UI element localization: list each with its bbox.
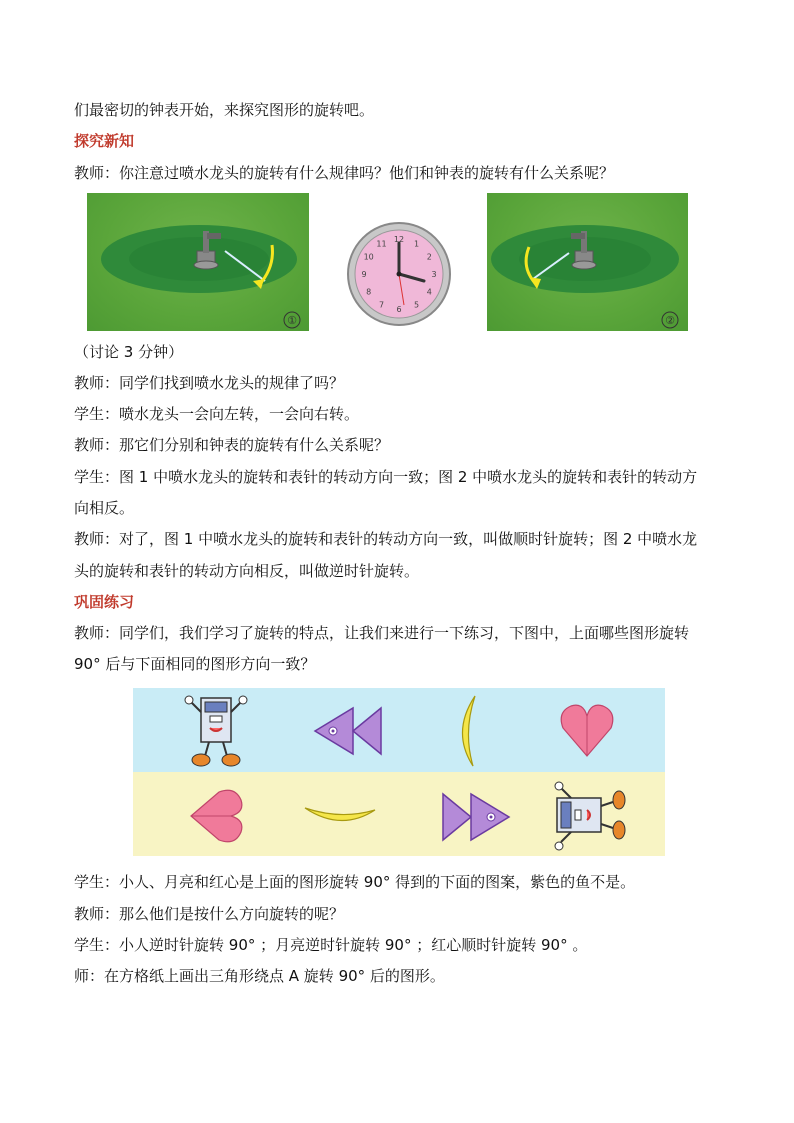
text-line: 头的旋转和表针的转动方向相反，叫做逆时针旋转。 [74, 562, 420, 580]
figure-label-1: ① [287, 314, 297, 327]
text-line: 90° 后与下面相同的图形方向一致？ [74, 655, 316, 673]
heart-icon [559, 700, 615, 760]
clock [346, 221, 452, 327]
text-line: 们最密切的钟表开始，来探究图形的旋转吧。 [74, 101, 375, 119]
clock-number: 4 [426, 287, 432, 297]
clock-number: 12 [393, 235, 405, 244]
text-line: 学生：图 1 中喷水龙头的旋转和表针的转动方向一致；图 2 中喷水龙头的旋转和表针的转动方 [74, 468, 698, 486]
text-line: 师：在方格纸上画出三角形绕点 A 旋转 90° 后的图形。 [74, 967, 445, 985]
sprinkler-figure-1 [87, 193, 309, 331]
clock-number: 5 [413, 300, 420, 310]
section-heading-explore: 探究新知 [74, 132, 135, 150]
text-line: 教师：同学们，我们学习了旋转的特点，让我们来进行一下练习，下图中，上面哪些图形旋转 [74, 624, 690, 642]
text-line: 教师：那它们分别和钟表的旋转有什么关系呢？ [74, 436, 390, 454]
fish-icon [309, 702, 385, 760]
clock-number: 9 [361, 270, 367, 279]
text-line: 教师：对了，图 1 中喷水龙头的旋转和表针的转动方向一致，叫做顺时针旋转；图 2 中喷水龙 [74, 530, 698, 548]
clock-number: 3 [431, 270, 437, 279]
fish-rotated-icon [439, 788, 515, 846]
text-line: （讨论 3 分钟） [74, 343, 184, 361]
clock-number: 11 [376, 239, 387, 249]
clock-number: 7 [378, 300, 385, 310]
clock-number: 10 [363, 252, 374, 262]
rotation-exercise-figure [133, 688, 665, 856]
clock-number: 6 [396, 305, 402, 314]
heart-rotated-icon [187, 788, 247, 844]
clock-number: 1 [413, 239, 420, 249]
text-line: 学生：喷水龙头一会向左转，一会向右转。 [74, 405, 360, 423]
moon-rotated-icon [301, 798, 379, 838]
clock-number: 8 [366, 287, 372, 297]
section-heading-practice: 巩固练习 [74, 593, 135, 611]
sprinkler-figure-2 [487, 193, 688, 331]
text-line: 教师：你注意过喷水龙头的旋转有什么规律吗？他们和钟表的旋转有什么关系呢？ [74, 164, 615, 182]
text-line: 向相反。 [74, 499, 135, 517]
moon-icon [445, 692, 485, 770]
robot-rotated-icon [551, 780, 629, 852]
robot-icon [181, 692, 251, 770]
clock-number: 2 [426, 252, 432, 262]
figure-label-2: ② [665, 314, 675, 327]
text-line: 学生：小人逆时针旋转 90° ；月亮逆时针旋转 90° ；红心顺时针旋转 90° 。 [74, 936, 588, 954]
text-line: 教师：那么他们是按什么方向旋转的呢？ [74, 905, 345, 923]
text-line: 教师：同学们找到喷水龙头的规律了吗？ [74, 374, 345, 392]
text-line: 学生：小人、月亮和红心是上面的图形旋转 90° 得到的下面的图案，紫色的鱼不是。 [74, 873, 636, 891]
